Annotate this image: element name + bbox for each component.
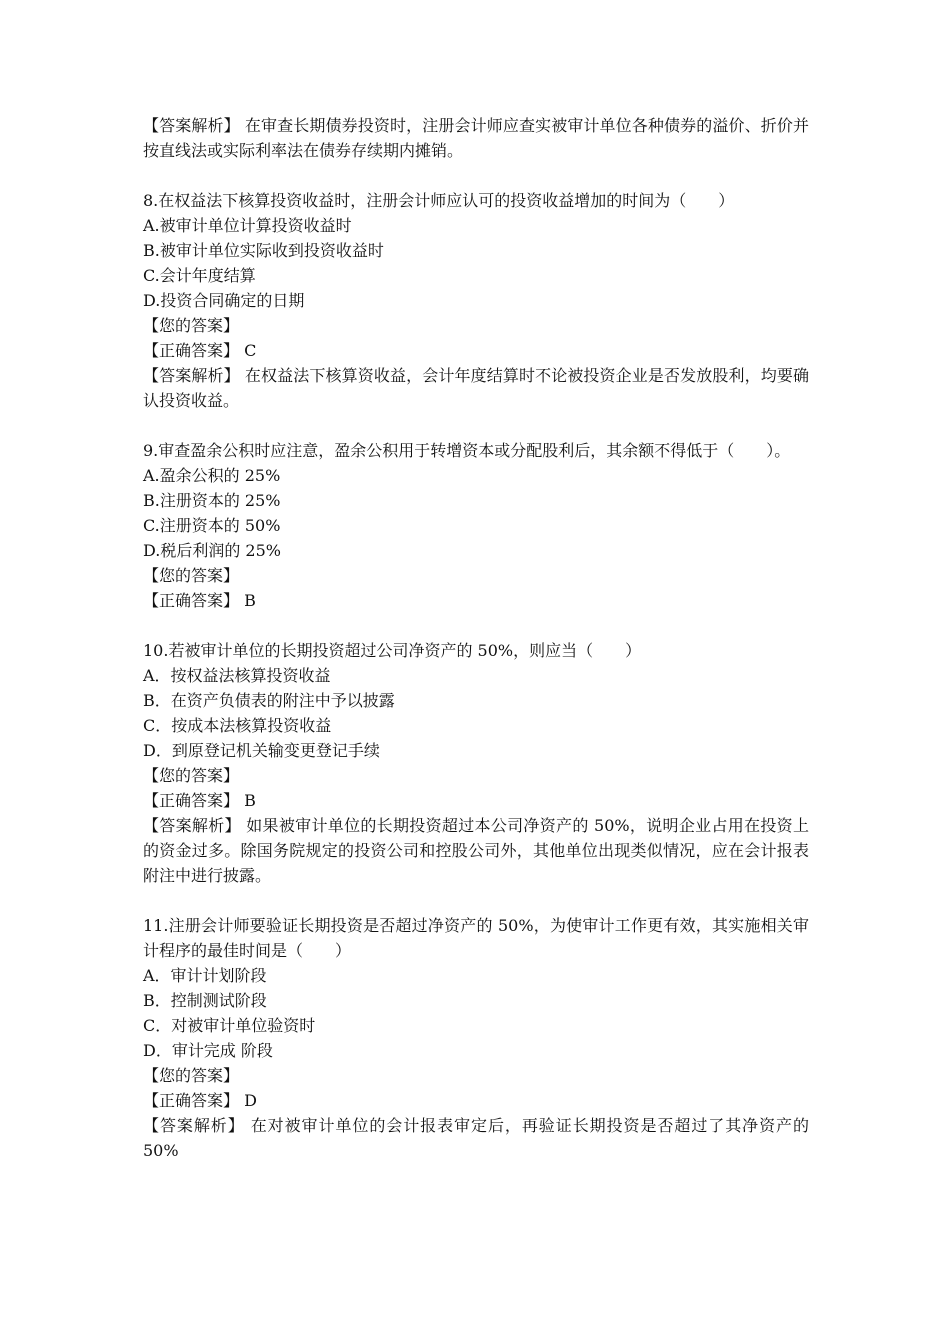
document-page: [143, 113, 809, 1163]
your-answer-label: 【您的答案】: [143, 766, 240, 785]
option-a: A.被审计单位计算投资收益时: [143, 216, 352, 235]
option-d: D.税后利润的 25%: [143, 541, 281, 560]
correct-answer: 【正确答案】 D: [143, 1091, 257, 1110]
option-c: C．对被审计单位验资时: [143, 1016, 316, 1035]
option-d: D．到原登记机关输变更登记手续: [143, 741, 380, 760]
option-a: A．按权益法核算投资收益: [143, 666, 331, 685]
option-a: A．审计计划阶段: [143, 966, 267, 985]
option-b: B.被审计单位实际收到投资收益时: [143, 241, 384, 260]
question-stem: 11.注册会计师要验证长期投资是否超过净资产的 50%，为使审计工作更有效，其实施相关审计程序的最佳时间是（ ）: [143, 916, 809, 960]
spacer: [143, 888, 809, 913]
your-answer-label: 【您的答案】: [143, 1066, 240, 1085]
question-stem: 10.若被审计单位的长期投资超过公司净资产的 50%，则应当（ ）: [143, 641, 642, 660]
option-d: D．审计完成 阶段: [143, 1041, 273, 1060]
answer-analysis-7: 【答案解析】 在审查长期债券投资时，注册会计师应查实被审计单位各种债券的溢价、折价并按直线法或实际利率法在债券存续期内摊销。: [143, 116, 809, 160]
spacer: [143, 163, 809, 188]
correct-answer: 【正确答案】 C: [143, 341, 257, 360]
answer-analysis: 【答案解析】 在权益法下核算资收益，会计年度结算时不论被投资企业是否发放股利，均要确认投资收益。: [143, 366, 809, 410]
option-b: B．在资产负债表的附注中予以披露: [143, 691, 395, 710]
your-answer-label: 【您的答案】: [143, 566, 240, 585]
answer-analysis: 【答案解析】 如果被审计单位的长期投资超过本公司净资产的 50%，说明企业占用在投资上的资金过多。除国务院规定的投资公司和控股公司外，其他单位出现类似情况，应在会计报表附注中进行披露。: [143, 816, 809, 885]
spacer: [143, 413, 809, 438]
question-10: [143, 638, 809, 888]
spacer: [143, 613, 809, 638]
option-b: B.注册资本的 25%: [143, 491, 281, 510]
option-c: C．按成本法核算投资收益: [143, 716, 332, 735]
correct-answer: 【正确答案】 B: [143, 791, 256, 810]
question-8: [143, 188, 809, 413]
your-answer-label: 【您的答案】: [143, 316, 240, 335]
question-stem: 9.审查盈余公积时应注意，盈余公积用于转增资本或分配股利后，其余额不得低于（ ）。: [143, 441, 791, 460]
option-b: B．控制测试阶段: [143, 991, 267, 1010]
question-11: [143, 913, 809, 1163]
option-c: C.会计年度结算: [143, 266, 256, 285]
question-stem: 8.在权益法下核算投资收益时，注册会计师应认可的投资收益增加的时间为（ ）: [143, 191, 735, 210]
option-d: D.投资合同确定的日期: [143, 291, 305, 310]
answer-analysis: 【答案解析】 在对被审计单位的会计报表审定后，再验证长期投资是否超过了其净资产的 50%: [143, 1116, 809, 1160]
correct-answer: 【正确答案】 B: [143, 591, 256, 610]
option-c: C.注册资本的 50%: [143, 516, 281, 535]
option-a: A.盈余公积的 25%: [143, 466, 281, 485]
question-9: [143, 438, 809, 613]
